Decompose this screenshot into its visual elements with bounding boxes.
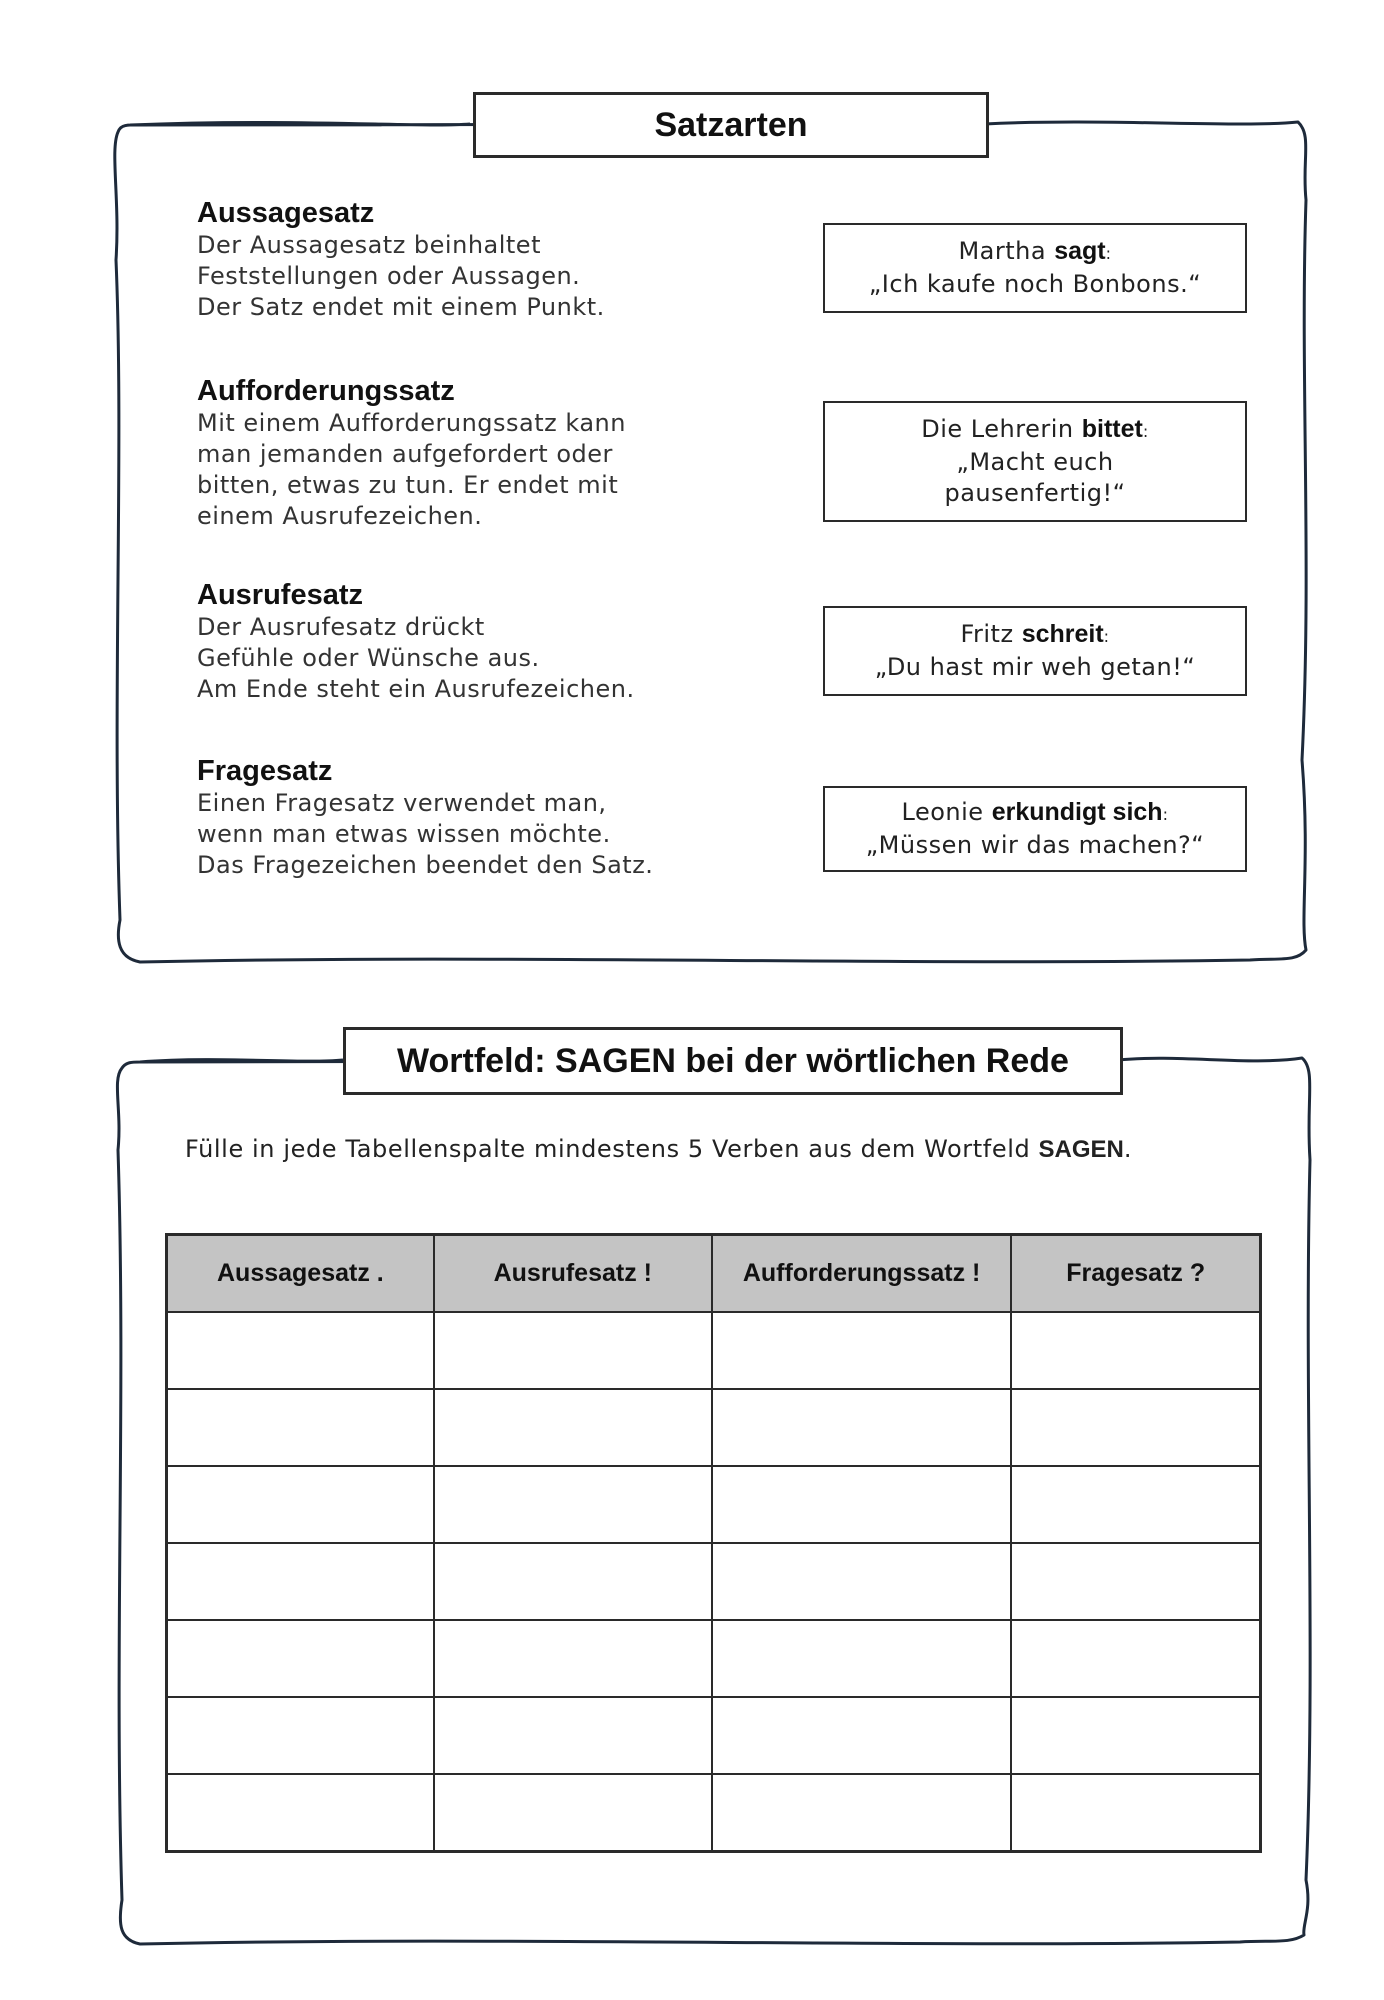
table-cell[interactable] xyxy=(1011,1389,1260,1466)
table-cell[interactable] xyxy=(434,1543,712,1620)
verb-table xyxy=(165,1233,1262,1853)
type-heading: Ausrufesatz xyxy=(197,579,363,611)
type-block-fragesatz xyxy=(197,754,757,881)
type-block-ausrufesatz xyxy=(197,578,757,705)
table-cell[interactable] xyxy=(712,1466,1011,1543)
type-description: Der Aussagesatz beinhaltet Feststellungen oder Aussagen. Der Satz endet mit einem Punkt. xyxy=(197,231,605,321)
table-cell[interactable] xyxy=(712,1312,1011,1389)
table-cell[interactable] xyxy=(712,1389,1011,1466)
table-row xyxy=(167,1389,1261,1466)
type-description: Mit einem Aufforderungssatz kann man jemanden aufgefordert oder bitten, etwas zu tun. Er endet mit einem Ausrufezeichen. xyxy=(197,409,626,530)
table-cell[interactable] xyxy=(167,1543,434,1620)
table-row xyxy=(167,1543,1261,1620)
table-cell[interactable] xyxy=(434,1312,712,1389)
table-cell[interactable] xyxy=(712,1620,1011,1697)
example-box-fragesatz: Leonie erkundigt sich: „Müssen wir das machen?“ xyxy=(823,786,1247,872)
type-block-aufforderungssatz xyxy=(197,374,757,532)
table-cell[interactable] xyxy=(167,1312,434,1389)
example-box-aufforderungssatz: Die Lehrerin bittet: „Macht euch pausenfertig!“ xyxy=(823,401,1247,522)
table-row xyxy=(167,1697,1261,1774)
section-title-satzarten: Satzarten xyxy=(473,92,989,158)
table-cell[interactable] xyxy=(712,1774,1011,1852)
table-cell[interactable] xyxy=(167,1466,434,1543)
table-row xyxy=(167,1774,1261,1852)
type-heading: Aufforderungssatz xyxy=(197,375,455,407)
table-row xyxy=(167,1620,1261,1697)
table-cell[interactable] xyxy=(434,1697,712,1774)
table-cell[interactable] xyxy=(434,1389,712,1466)
table-cell[interactable] xyxy=(1011,1466,1260,1543)
type-description: Einen Fragesatz verwendet man, wenn man etwas wissen möchte. Das Fragezeichen beendet den Satz. xyxy=(197,789,654,879)
table-cell[interactable] xyxy=(1011,1774,1260,1852)
table-row xyxy=(167,1466,1261,1543)
table-cell[interactable] xyxy=(434,1774,712,1852)
column-header-aussagesatz: Aussagesatz . xyxy=(167,1235,434,1313)
example-box-ausrufesatz: Fritz schreit: „Du hast mir weh getan!“ xyxy=(823,606,1247,696)
type-description: Der Ausrufesatz drückt Gefühle oder Wünsche aus. Am Ende steht ein Ausrufezeichen. xyxy=(197,613,635,703)
table-cell[interactable] xyxy=(167,1389,434,1466)
table-cell[interactable] xyxy=(712,1697,1011,1774)
table-cell[interactable] xyxy=(1011,1543,1260,1620)
type-heading: Fragesatz xyxy=(197,755,333,787)
table-cell[interactable] xyxy=(1011,1697,1260,1774)
table-row xyxy=(167,1312,1261,1389)
table-header-row xyxy=(167,1235,1261,1313)
section-title-wortfeld: Wortfeld: SAGEN bei der wörtlichen Rede xyxy=(343,1027,1123,1095)
table-cell[interactable] xyxy=(167,1774,434,1852)
example-box-aussagesatz: Martha sagt: „Ich kaufe noch Bonbons.“ xyxy=(823,223,1247,313)
column-header-fragesatz: Fragesatz ? xyxy=(1011,1235,1260,1313)
table-cell[interactable] xyxy=(434,1620,712,1697)
type-block-aussagesatz xyxy=(197,196,757,323)
column-header-ausrufesatz: Ausrufesatz ! xyxy=(434,1235,712,1313)
type-heading: Aussagesatz xyxy=(197,197,375,229)
table-cell[interactable] xyxy=(434,1466,712,1543)
table-cell[interactable] xyxy=(167,1620,434,1697)
table-cell[interactable] xyxy=(167,1697,434,1774)
table-cell[interactable] xyxy=(1011,1620,1260,1697)
table-cell[interactable] xyxy=(712,1543,1011,1620)
column-header-aufforderungssatz: Aufforderungssatz ! xyxy=(712,1235,1011,1313)
table-cell[interactable] xyxy=(1011,1312,1260,1389)
instruction-text: Fülle in jede Tabellenspalte mindestens 5 Verben aus dem Wortfeld SAGEN. xyxy=(185,1135,1133,1163)
